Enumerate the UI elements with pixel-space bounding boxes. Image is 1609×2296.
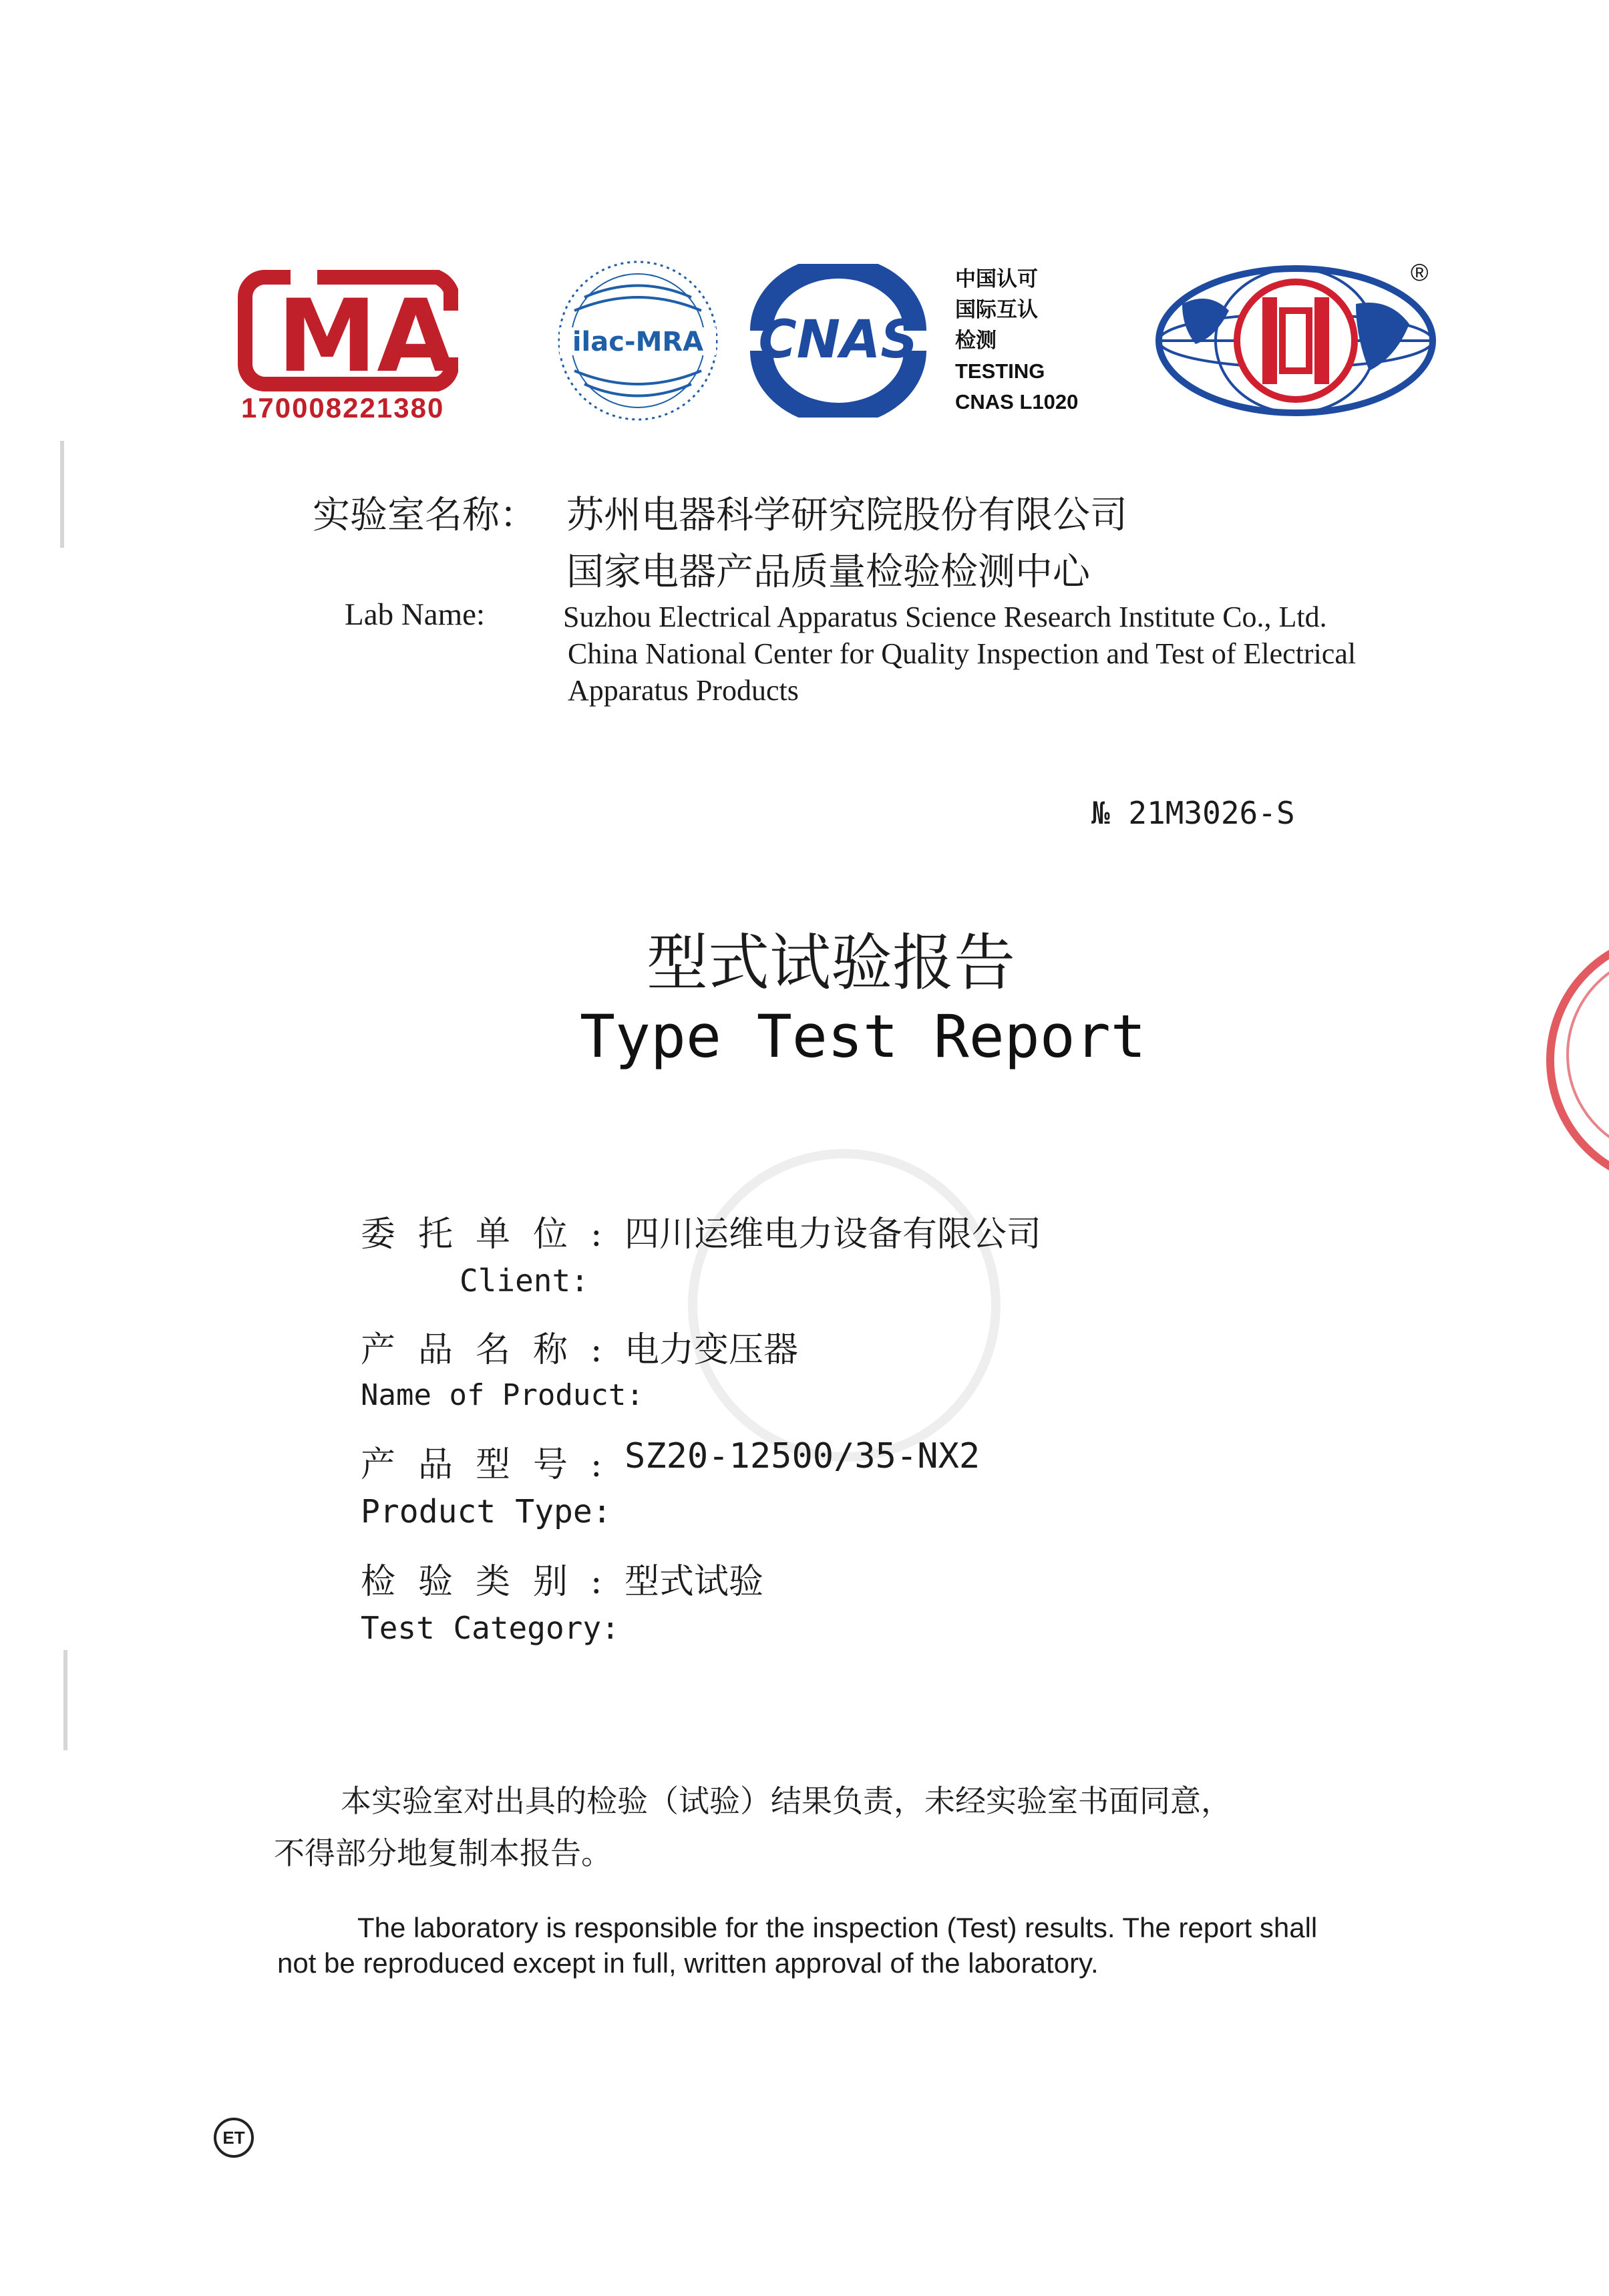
lab-name-cn-line1: 苏州电器科学研究院股份有限公司 xyxy=(566,494,1127,537)
lab-name-en-line1: Suzhou Electrical Apparatus Science Research Institute Co., Ltd. xyxy=(563,601,1327,633)
field-value: 电力变压器 xyxy=(624,1330,799,1370)
title-cn: 型式试验报告 xyxy=(647,927,1016,999)
cnas-caption xyxy=(955,264,1078,418)
cnas-mark-icon xyxy=(741,264,935,418)
cnas-text: CNAS xyxy=(758,310,918,370)
faint-stamp xyxy=(688,1149,1001,1462)
ilac-text: ilac-MRA xyxy=(572,327,704,357)
field-label-en: Test Category: xyxy=(361,1610,620,1646)
globe-mark-icon xyxy=(1155,264,1436,418)
field-value: SZ20-12500/35-NX2 xyxy=(624,1436,980,1476)
cnas-caption-line: CNAS L1020 xyxy=(955,390,1079,414)
binding-mark xyxy=(63,1650,67,1750)
registered-mark: ® xyxy=(1411,259,1429,286)
lab-label-en: Lab Name: xyxy=(345,597,486,632)
cnas-caption-line: 国际互认 xyxy=(955,298,1038,322)
binding-mark xyxy=(60,441,64,548)
field-value: 型式试验 xyxy=(624,1562,764,1602)
field-label-cn: 产品型号: xyxy=(361,1445,625,1485)
globe-logo xyxy=(1155,259,1456,424)
field-label-cn: 检验类别: xyxy=(361,1562,625,1602)
cnas-logo xyxy=(741,264,935,418)
report-number: № 21M3026-S xyxy=(1091,795,1295,831)
cnas-caption-line: 中国认可 xyxy=(955,267,1038,291)
cnas-caption-line: TESTING xyxy=(955,359,1045,383)
cma-logo xyxy=(237,264,471,431)
field-label-cn: 委托单位: xyxy=(361,1214,625,1255)
field-label-cn: 产品名称: xyxy=(361,1330,625,1370)
cma-letters: MA xyxy=(277,279,455,395)
notice-en-line2: not be reproduced except in full, written approval of the laboratory. xyxy=(277,1947,1099,1979)
lab-name-en-line2: China National Center for Quality Inspection and Test of Electrical xyxy=(568,637,1357,670)
cma-number: 170008221380 xyxy=(241,392,445,424)
footer-mark-text: ET xyxy=(222,2128,245,2148)
field-value: 四川运维电力设备有限公司 xyxy=(624,1214,1042,1255)
ilac-logo xyxy=(554,257,721,424)
lab-label-cn: 实验室名称： xyxy=(313,494,537,537)
notice-cn-line1: 本实验室对出具的检验（试验）结果负责，未经实验室书面同意， xyxy=(341,1783,1232,1819)
lab-name-cn-line2: 国家电器产品质量检验检测中心 xyxy=(566,550,1090,594)
ilac-globe-icon xyxy=(554,257,721,424)
field-label-en: Product Type: xyxy=(361,1493,612,1530)
notice-en-line1: The laboratory is responsible for the inspection (Test) results. The report shall xyxy=(357,1912,1318,1943)
field-label-en: Client: xyxy=(460,1263,589,1299)
field-label-en: Name of Product: xyxy=(361,1378,644,1412)
lab-name-en-line3: Apparatus Products xyxy=(568,674,799,707)
title-en: Type Test Report xyxy=(580,1002,1146,1071)
footer-mark xyxy=(214,2118,254,2158)
notice-cn-line2: 不得部分地复制本报告。 xyxy=(274,1835,612,1871)
cnas-caption-line: 检测 xyxy=(955,329,997,353)
